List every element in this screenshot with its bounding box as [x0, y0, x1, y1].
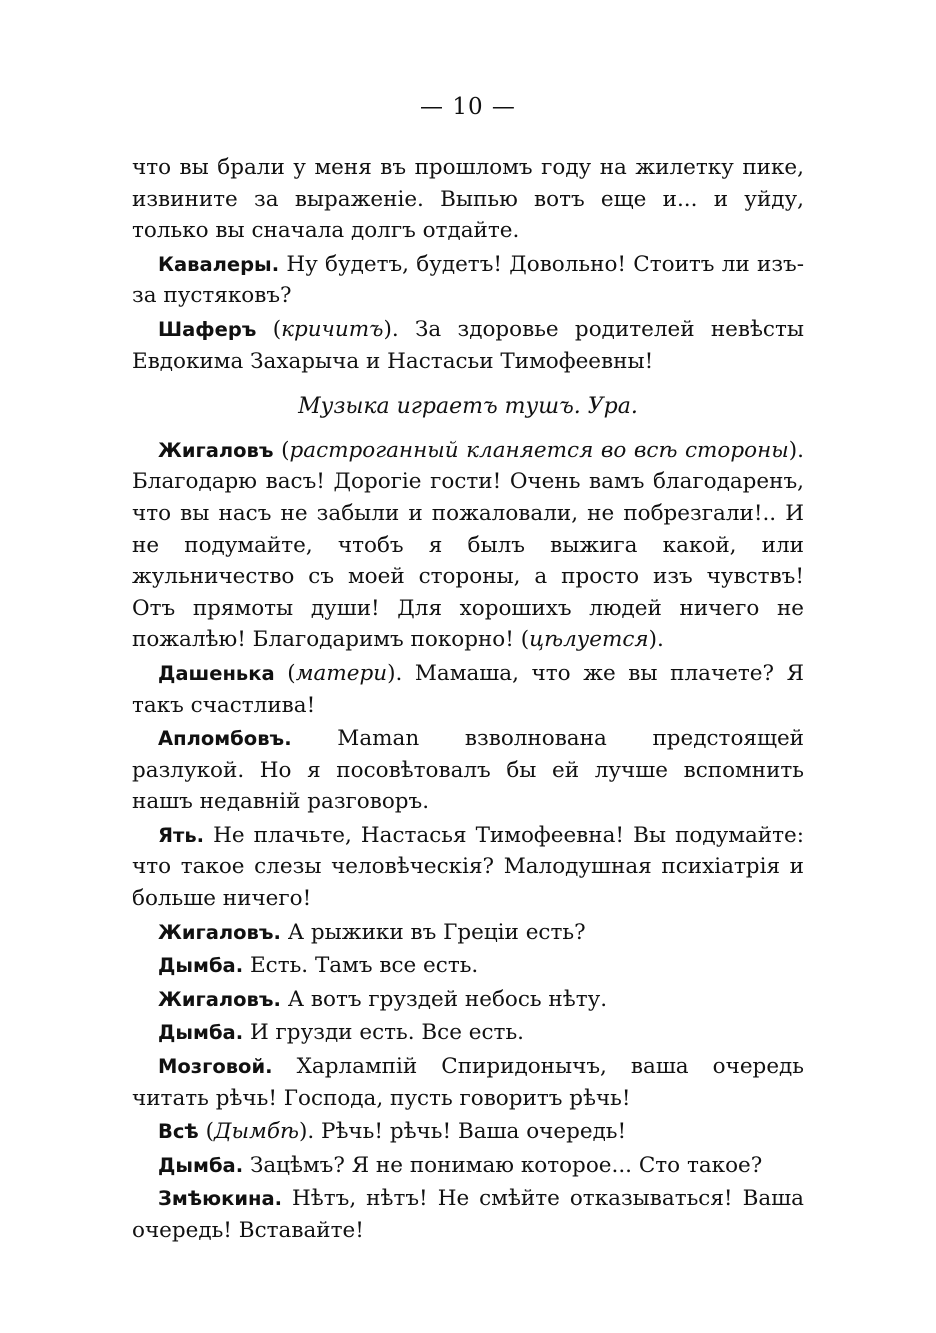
dialogue-dymba-3 [132, 1150, 804, 1182]
dialogue-zhigalov-2 [132, 917, 804, 949]
speaker-name: Шаферъ [158, 317, 257, 341]
line-text: ( [274, 660, 296, 686]
line-text: что вы брали у меня въ прошломъ году на жилетку пике, извините за выраженіе. Выпью вотъ еще и... и уйду, только вы сначала долгъ отдайте. [132, 155, 804, 244]
dialogue-zmeyukina [132, 1183, 804, 1246]
dialogue-mozgovoy [132, 1051, 804, 1114]
speaker-name: Змѣюкина. [158, 1187, 283, 1211]
speaker-name: Жигаловъ [158, 438, 274, 462]
page-number: — 10 — [420, 94, 516, 120]
speaker-name: Мозговой. [158, 1055, 273, 1079]
line-text: ). Рѣчь! рѣчь! Ваша очередь! [298, 1119, 627, 1145]
line-text: А рыжики въ Греціи есть? [280, 919, 586, 945]
dialogue-cavaliers [132, 249, 804, 312]
line-text: Не плачьте, Настасья Тимофеевна! Вы подумайте: что такое слезы человѣческія? Малодушная психіатрія и больше ничего! [132, 822, 804, 912]
speaker-name: Дымба. [158, 1153, 244, 1177]
dialogue-dymba-1 [132, 950, 804, 982]
speaker-name: Ять. [158, 823, 205, 847]
line-text: Харлампій Спиридонычъ, ваша очередь читать рѣчь! Господа, пусть говоритъ рѣчь! [132, 1054, 804, 1111]
line-text: ). Мамаша, что же вы плачете? Я такъ счастлива! [132, 660, 805, 718]
line-text: Есть. Тамъ все есть. [243, 953, 479, 979]
speaker-name: Жигаловъ. [158, 920, 281, 944]
stage-direction: цѣлуется [529, 627, 649, 653]
dialogue-zhigalov-3 [132, 984, 804, 1016]
line-text: ( [273, 437, 290, 463]
line-text: ). Благодарю васъ! Дорогіе гости! Очень вамъ благодаренъ, что вы насъ не забыли и пожаловали, не побрезгали!.. И не подумайте, чтобъ я былъ выжига какой, или жульничество съ моей стороны, а просто изъ чувствъ! Отъ прямоты души! Для хорошихъ людей ничего не пожалѣю! Благодаримъ покорно! ( [132, 437, 804, 653]
stage-direction: кричитъ [281, 316, 384, 342]
stage-direction: Дымбѣ [214, 1119, 299, 1145]
paragraph-continuation [132, 152, 804, 247]
speaker-name: Кавалеры. [158, 252, 280, 276]
page-text [132, 152, 804, 1247]
line-text: ). За здоровье родителей невѣсты Евдокима Захарыча и Настасьи Тимофеевны! [132, 316, 804, 374]
speaker-name: Дымба. [158, 1021, 244, 1045]
dialogue-all [132, 1116, 804, 1148]
stage-direction: матери [295, 660, 388, 686]
stage-direction-music: Музыка играетъ тушъ. Ура. [298, 394, 638, 420]
speaker-name: Жигаловъ. [158, 987, 281, 1011]
line-text: Maman взволнована предстоящей разлукой. Но я посовѣтовалъ бы ей лучше вспомнить нашъ недавній разговоръ. [132, 726, 804, 815]
speaker-name: Дымба. [158, 954, 244, 978]
line-text: Ну будетъ, будетъ! Довольно! Стоитъ ли изъ-за пустяковъ? [132, 251, 804, 309]
dialogue-yat [132, 820, 804, 915]
dialogue-dymba-2 [132, 1017, 804, 1049]
stage-direction: растроганный кланяется во всѣ стороны [289, 437, 789, 463]
speaker-name: Апломбовъ. [158, 727, 292, 751]
line-text: ). [648, 627, 664, 653]
dialogue-dashenka [132, 658, 804, 721]
line-text: Зацѣмъ? Я не понимаю которое... Сто такое? [243, 1152, 763, 1178]
speaker-name: Всѣ [158, 1120, 199, 1144]
line-text: ( [198, 1119, 215, 1145]
dialogue-zhigalov-1 [132, 435, 804, 656]
line-text: И грузди есть. Все есть. [243, 1020, 524, 1046]
line-text: ( [256, 316, 282, 342]
line-text: А вотъ груздей небось нѣту. [280, 986, 608, 1012]
line-text: Нѣтъ, нѣтъ! Не смѣйте отказываться! Ваша очередь! Вставайте! [132, 1186, 804, 1243]
speaker-name: Дашенька [158, 661, 275, 685]
dialogue-shafer [132, 314, 804, 377]
dialogue-aplombov [132, 723, 804, 818]
